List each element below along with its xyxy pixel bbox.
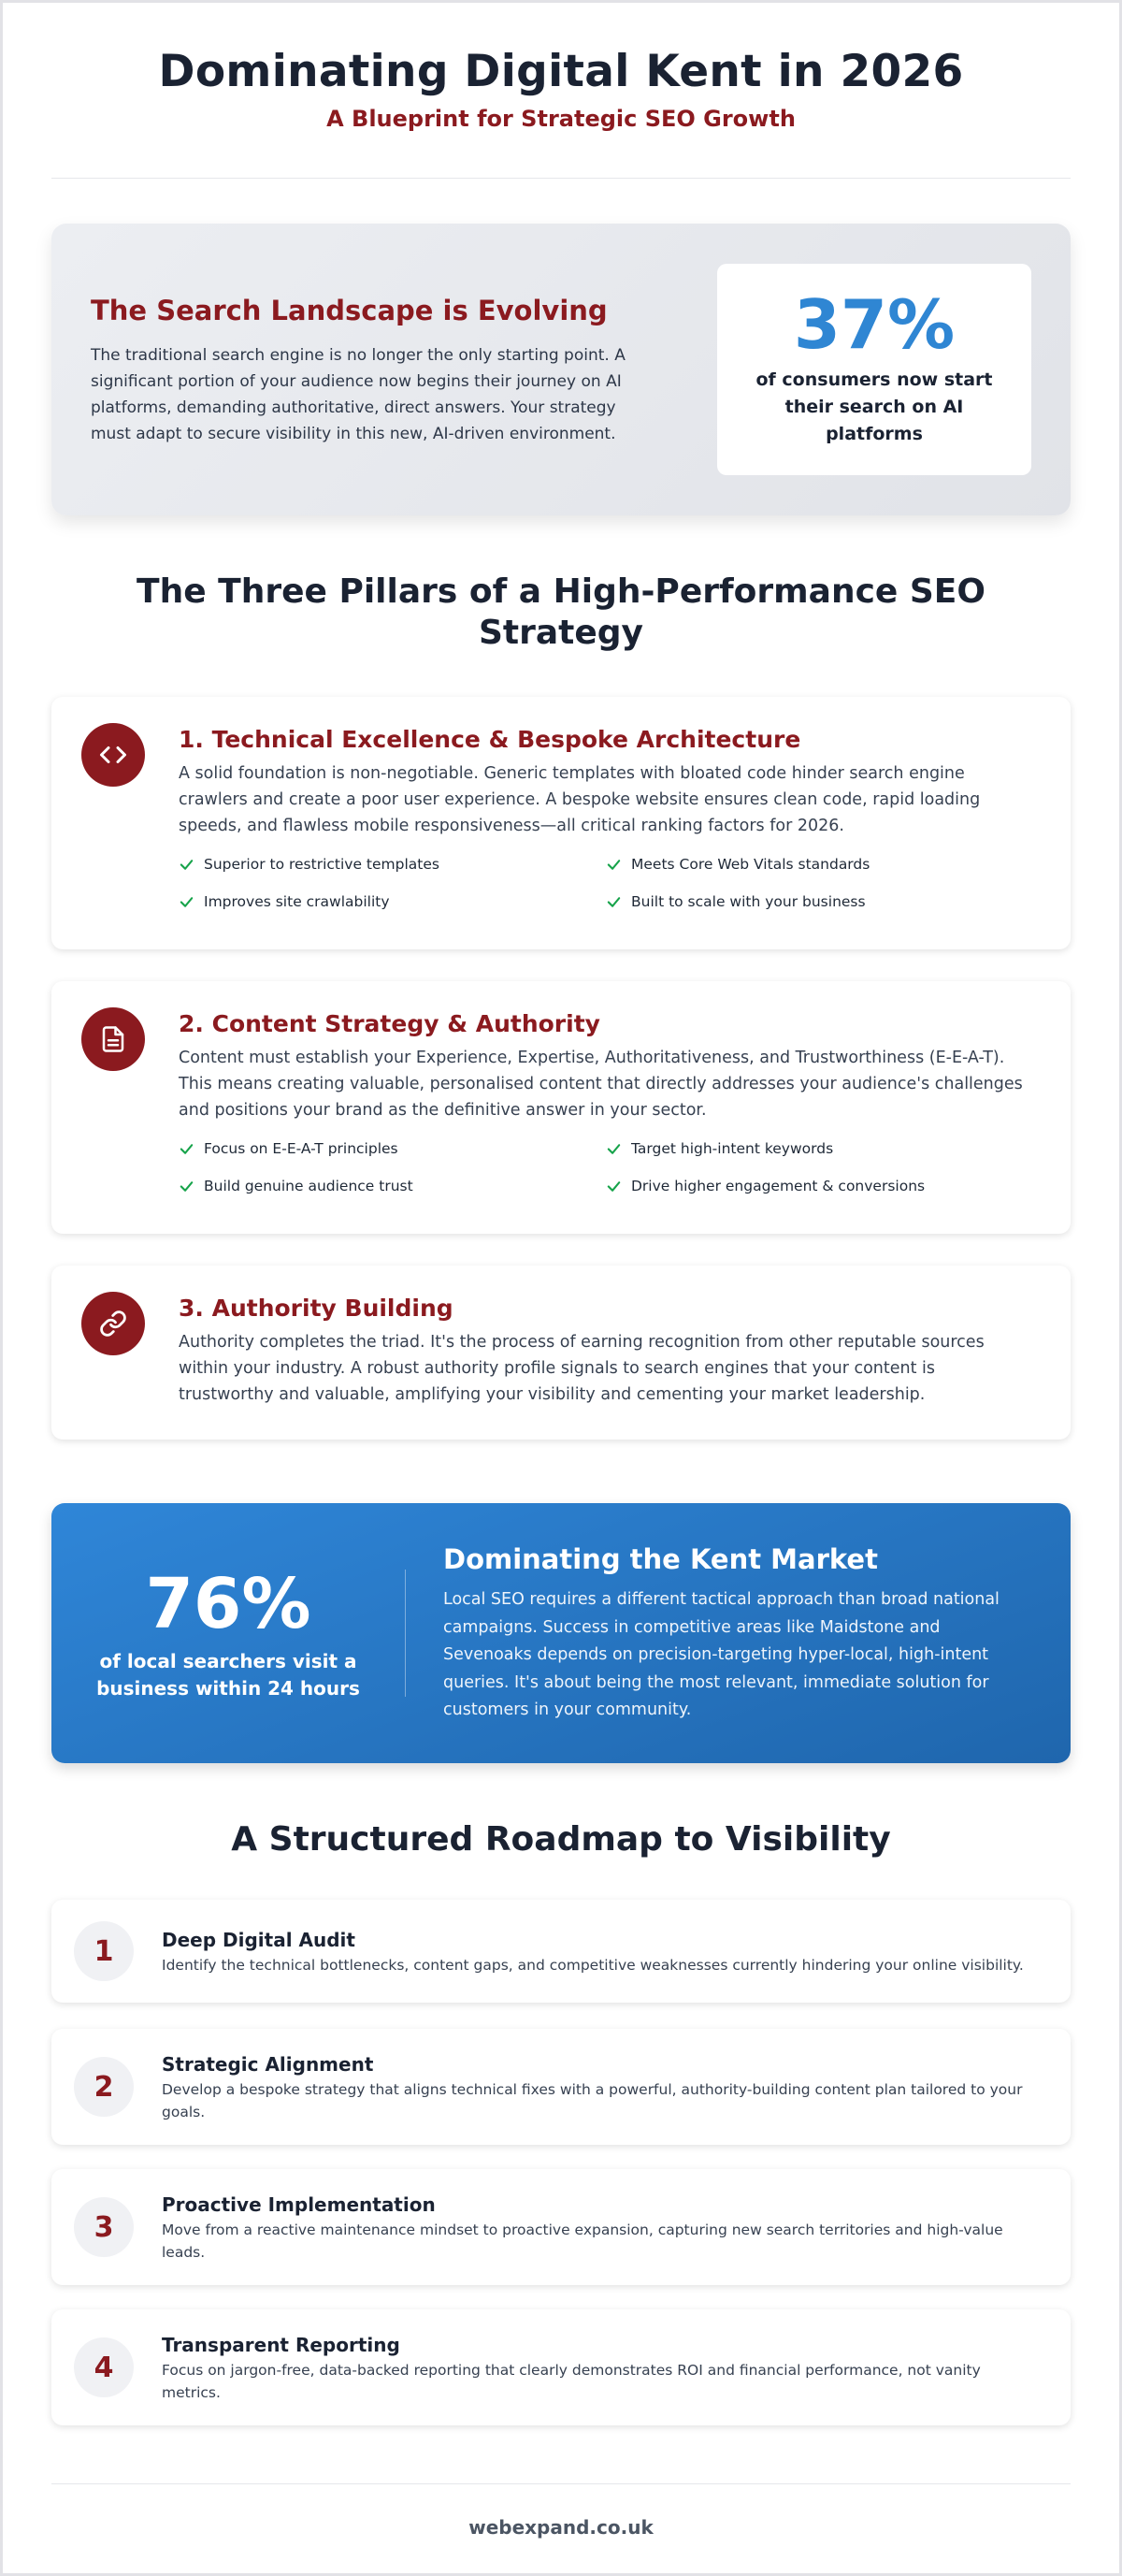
step-description: Identify the technical bottlenecks, content gaps, and competitive weaknesses currently hindering your online visibility.: [162, 1956, 1024, 1974]
roadmap-step: [51, 2309, 1071, 2425]
ai-stat-value: 37%: [793, 285, 956, 364]
step-content: [162, 1927, 1043, 1976]
checklist-item: [606, 1136, 1033, 1161]
roadmap-step: [51, 2029, 1071, 2145]
checkmark-icon: [179, 894, 194, 910]
step-title: Proactive Implementation: [162, 2192, 436, 2216]
pillar-title: 3. Authority Building: [179, 1295, 453, 1322]
pillar-card-technical: [51, 697, 1071, 949]
footer-website: webexpand.co.uk: [468, 2516, 654, 2539]
pillar-body: A solid foundation is non-negotiable. Generic templates with bloated code hinder search engine crawlers and create a poor user experience. A bespoke website ensures clean code, rapid loading speeds, and flawless mobile responsiveness—all critical ranking factors for 2026.: [179, 764, 981, 835]
checklist-item: [606, 1174, 1033, 1198]
step-number: 1: [74, 1921, 134, 1981]
checkmark-icon: [606, 1141, 622, 1157]
ai-stat-box: [717, 264, 1031, 475]
ai-stat-caption: of consumers now start their search on AI platforms: [755, 369, 993, 444]
step-content: [162, 2051, 1043, 2123]
pillar-content: [179, 1009, 1033, 1208]
page-subtitle: A Blueprint for Strategic SEO Growth: [326, 106, 796, 132]
roadmap-step: [51, 2169, 1071, 2285]
document-icon: [81, 1007, 145, 1071]
pillar-content: [179, 1294, 1033, 1413]
page-footer: [51, 2483, 1071, 2539]
step-description: Move from a reactive maintenance mindset to proactive expansion, capturing new search territories and high-value leads.: [162, 2221, 1003, 2261]
kent-text: [406, 1541, 1071, 1725]
checklist-item: [606, 852, 1033, 876]
pillar-body: Content must establish your Experience, Expertise, Authoritativeness, and Trustworthiness (E-E-A-T). This means creating valuable, personalised content that directly addresses your audience's challenges and positions your brand as the definitive answer in your sector.: [179, 1049, 1023, 1120]
pillars-heading: The Three Pillars of a High-Performance SEO Strategy: [137, 572, 985, 652]
pillar-body: Authority completes the triad. It's the process of earning recognition from other reputable sources within your industry. A robust authority profile signals to search engines that your content is trustworthy and valuable, amplifying your visibility and cementing your market leadership.: [179, 1333, 985, 1404]
page-header: [51, 3, 1071, 179]
checklist-item: [179, 1136, 606, 1161]
step-content: [162, 2192, 1043, 2264]
roadmap-step: [51, 1900, 1071, 2003]
checklist-item-label: Drive higher engagement & conversions: [631, 1178, 926, 1194]
checklist-item-label: Improves site crawlability: [204, 893, 390, 910]
pillar-card-authority: [51, 1266, 1071, 1440]
pillar-title: 1. Technical Excellence & Bespoke Architecture: [179, 726, 801, 753]
step-number: 3: [74, 2197, 134, 2257]
checklist-item-label: Target high-intent keywords: [631, 1140, 834, 1157]
step-title: Strategic Alignment: [162, 2052, 374, 2076]
local-stat: [51, 1564, 405, 1702]
kent-banner: [51, 1503, 1071, 1763]
checkmark-icon: [179, 857, 194, 873]
step-content: [162, 2332, 1043, 2404]
checklist-item: [179, 1174, 606, 1198]
step-description: Focus on jargon-free, data-backed reporting that clearly demonstrates ROI and financial performance, not vanity metrics.: [162, 2361, 981, 2401]
checkmark-icon: [179, 1141, 194, 1157]
pillar-card-content: [51, 981, 1071, 1234]
checklist-item: [606, 890, 1033, 914]
checklist-item: [179, 852, 606, 876]
step-title: Transparent Reporting: [162, 2333, 400, 2356]
step-description: Develop a bespoke strategy that aligns technical fixes with a powerful, authority-building content plan tailored to your goals.: [162, 2080, 1023, 2120]
step-number: 2: [74, 2057, 134, 2117]
roadmap-heading: A Structured Roadmap to Visibility: [231, 1820, 891, 1859]
checklist-item-label: Focus on E-E-A-T principles: [204, 1140, 398, 1157]
checkmark-icon: [606, 894, 622, 910]
kent-title: Dominating the Kent Market: [443, 1543, 878, 1576]
local-stat-caption: of local searchers visit a business within 24 hours: [96, 1650, 360, 1700]
page-title: Dominating Digital Kent in 2026: [158, 46, 964, 97]
checkmark-icon: [606, 1179, 622, 1194]
local-stat-value: 76%: [145, 1564, 311, 1644]
step-number: 4: [74, 2337, 134, 2397]
checklist-item-label: Superior to restrictive templates: [204, 856, 439, 873]
pillar-checklist: [179, 1136, 1033, 1198]
checklist-item-label: Build genuine audience trust: [204, 1178, 413, 1194]
kent-body: Local SEO requires a different tactical approach than broad national campaigns. Success in competitive areas like Maidstone and Sevenoaks depends on precision-targeting hyper-local, high-intent queries. It's about being the most relevant, immediate solution for customers in your community.: [443, 1590, 1000, 1720]
checklist-item-label: Built to scale with your business: [631, 893, 866, 910]
pillar-content: [179, 725, 1033, 923]
landscape-text: [91, 292, 717, 447]
pillar-checklist: [179, 852, 1033, 914]
link-icon: [81, 1292, 145, 1355]
pillar-title: 2. Content Strategy & Authority: [179, 1010, 600, 1037]
step-title: Deep Digital Audit: [162, 1928, 355, 1951]
landscape-body: The traditional search engine is no longer the only starting point. A significant portion of your audience now begins their journey on AI platforms, demanding authoritative, direct answers. Your strategy must adapt to secure visibility in this new, AI-driven environment.: [91, 346, 626, 443]
landscape-card: [51, 224, 1071, 515]
checkmark-icon: [179, 1179, 194, 1194]
landscape-title: The Search Landscape is Evolving: [91, 295, 608, 326]
checklist-item-label: Meets Core Web Vitals standards: [631, 856, 870, 873]
checkmark-icon: [606, 857, 622, 873]
checklist-item: [179, 890, 606, 914]
code-icon: [81, 723, 145, 787]
